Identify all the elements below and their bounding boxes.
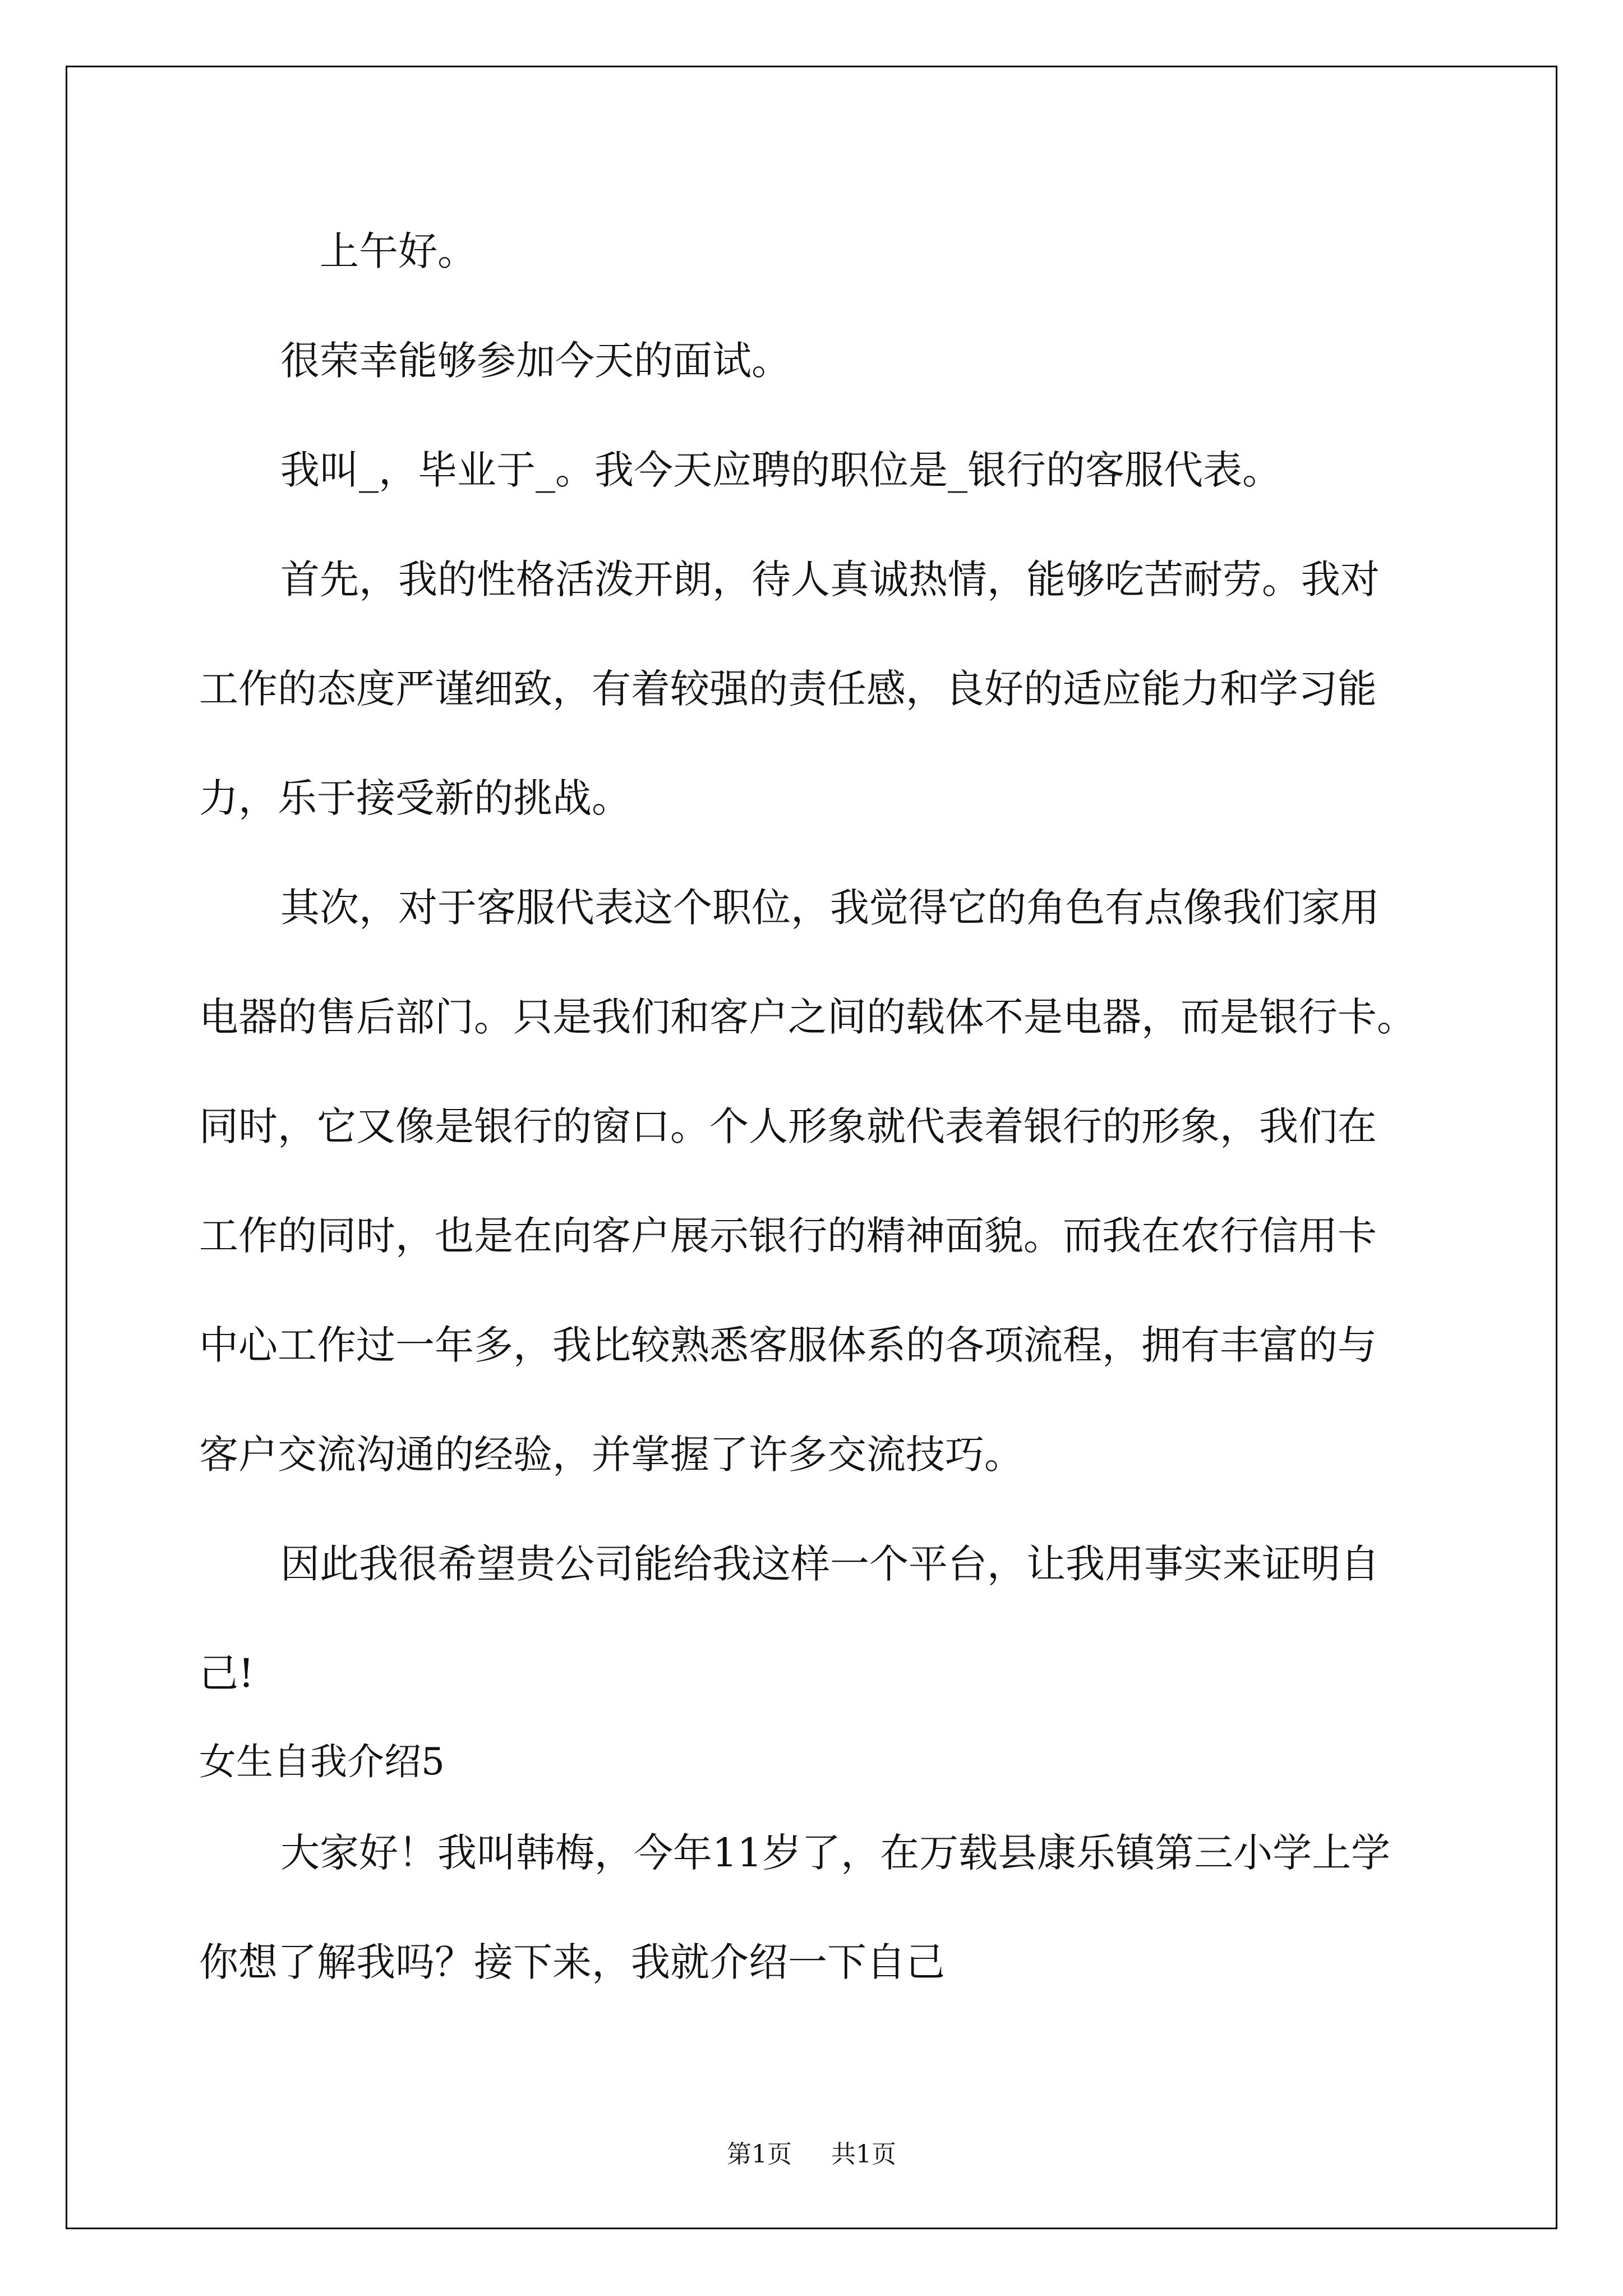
section-heading: 女生自我介绍5 bbox=[199, 1740, 445, 1783]
paragraph-line: 因此我很希望贵公司能给我这样一个平台，让我用事实来证明自 bbox=[280, 1541, 1380, 1587]
paragraph-line: 大家好！我叫韩梅，今年11岁了，在万载县康乐镇第三小学上学 bbox=[280, 1830, 1391, 1876]
paragraph-line: 电器的售后部门。只是我们和客户之间的载体不是电器，而是银行卡。 bbox=[199, 994, 1416, 1040]
paragraph-line: 客户交流沟通的经验，并掌握了许多交流技巧。 bbox=[199, 1432, 1023, 1478]
page-footer bbox=[0, 2134, 1623, 2170]
paragraph-line: 首先，我的性格活泼开朗，待人真诚热情，能够吃苦耐劳。我对 bbox=[280, 556, 1380, 602]
paragraph-line: 很荣幸能够参加今天的面试。 bbox=[280, 338, 791, 384]
paragraph-line: 己! bbox=[199, 1650, 255, 1696]
paragraph-line: 工作的同时，也是在向客户展示银行的精神面貌。而我在农行信用卡 bbox=[199, 1213, 1377, 1259]
paragraph-line: 我叫_，毕业于_。我今天应聘的职位是_银行的客服代表。 bbox=[280, 447, 1281, 493]
paragraph-line: 同时，它又像是银行的窗口。个人形象就代表着银行的形象，我们在 bbox=[199, 1103, 1377, 1149]
paragraph-line: 其次，对于客服代表这个职位，我觉得它的角色有点像我们家用 bbox=[280, 885, 1380, 931]
greeting-line: 上午好。 bbox=[320, 228, 477, 274]
paragraph-line: 中心工作过一年多，我比较熟悉客服体系的各项流程，拥有丰富的与 bbox=[199, 1322, 1377, 1368]
paragraph-line: 工作的态度严谨细致，有着较强的责任感，良好的适应能力和学习能 bbox=[199, 666, 1377, 712]
paragraph-line: 力，乐于接受新的挑战。 bbox=[199, 775, 631, 821]
page-total: 共1页 bbox=[831, 2140, 896, 2169]
page-number: 第1页 bbox=[727, 2140, 792, 2169]
paragraph-line: 你想了解我吗？接下来，我就介绍一下自己 bbox=[199, 1939, 945, 1985]
